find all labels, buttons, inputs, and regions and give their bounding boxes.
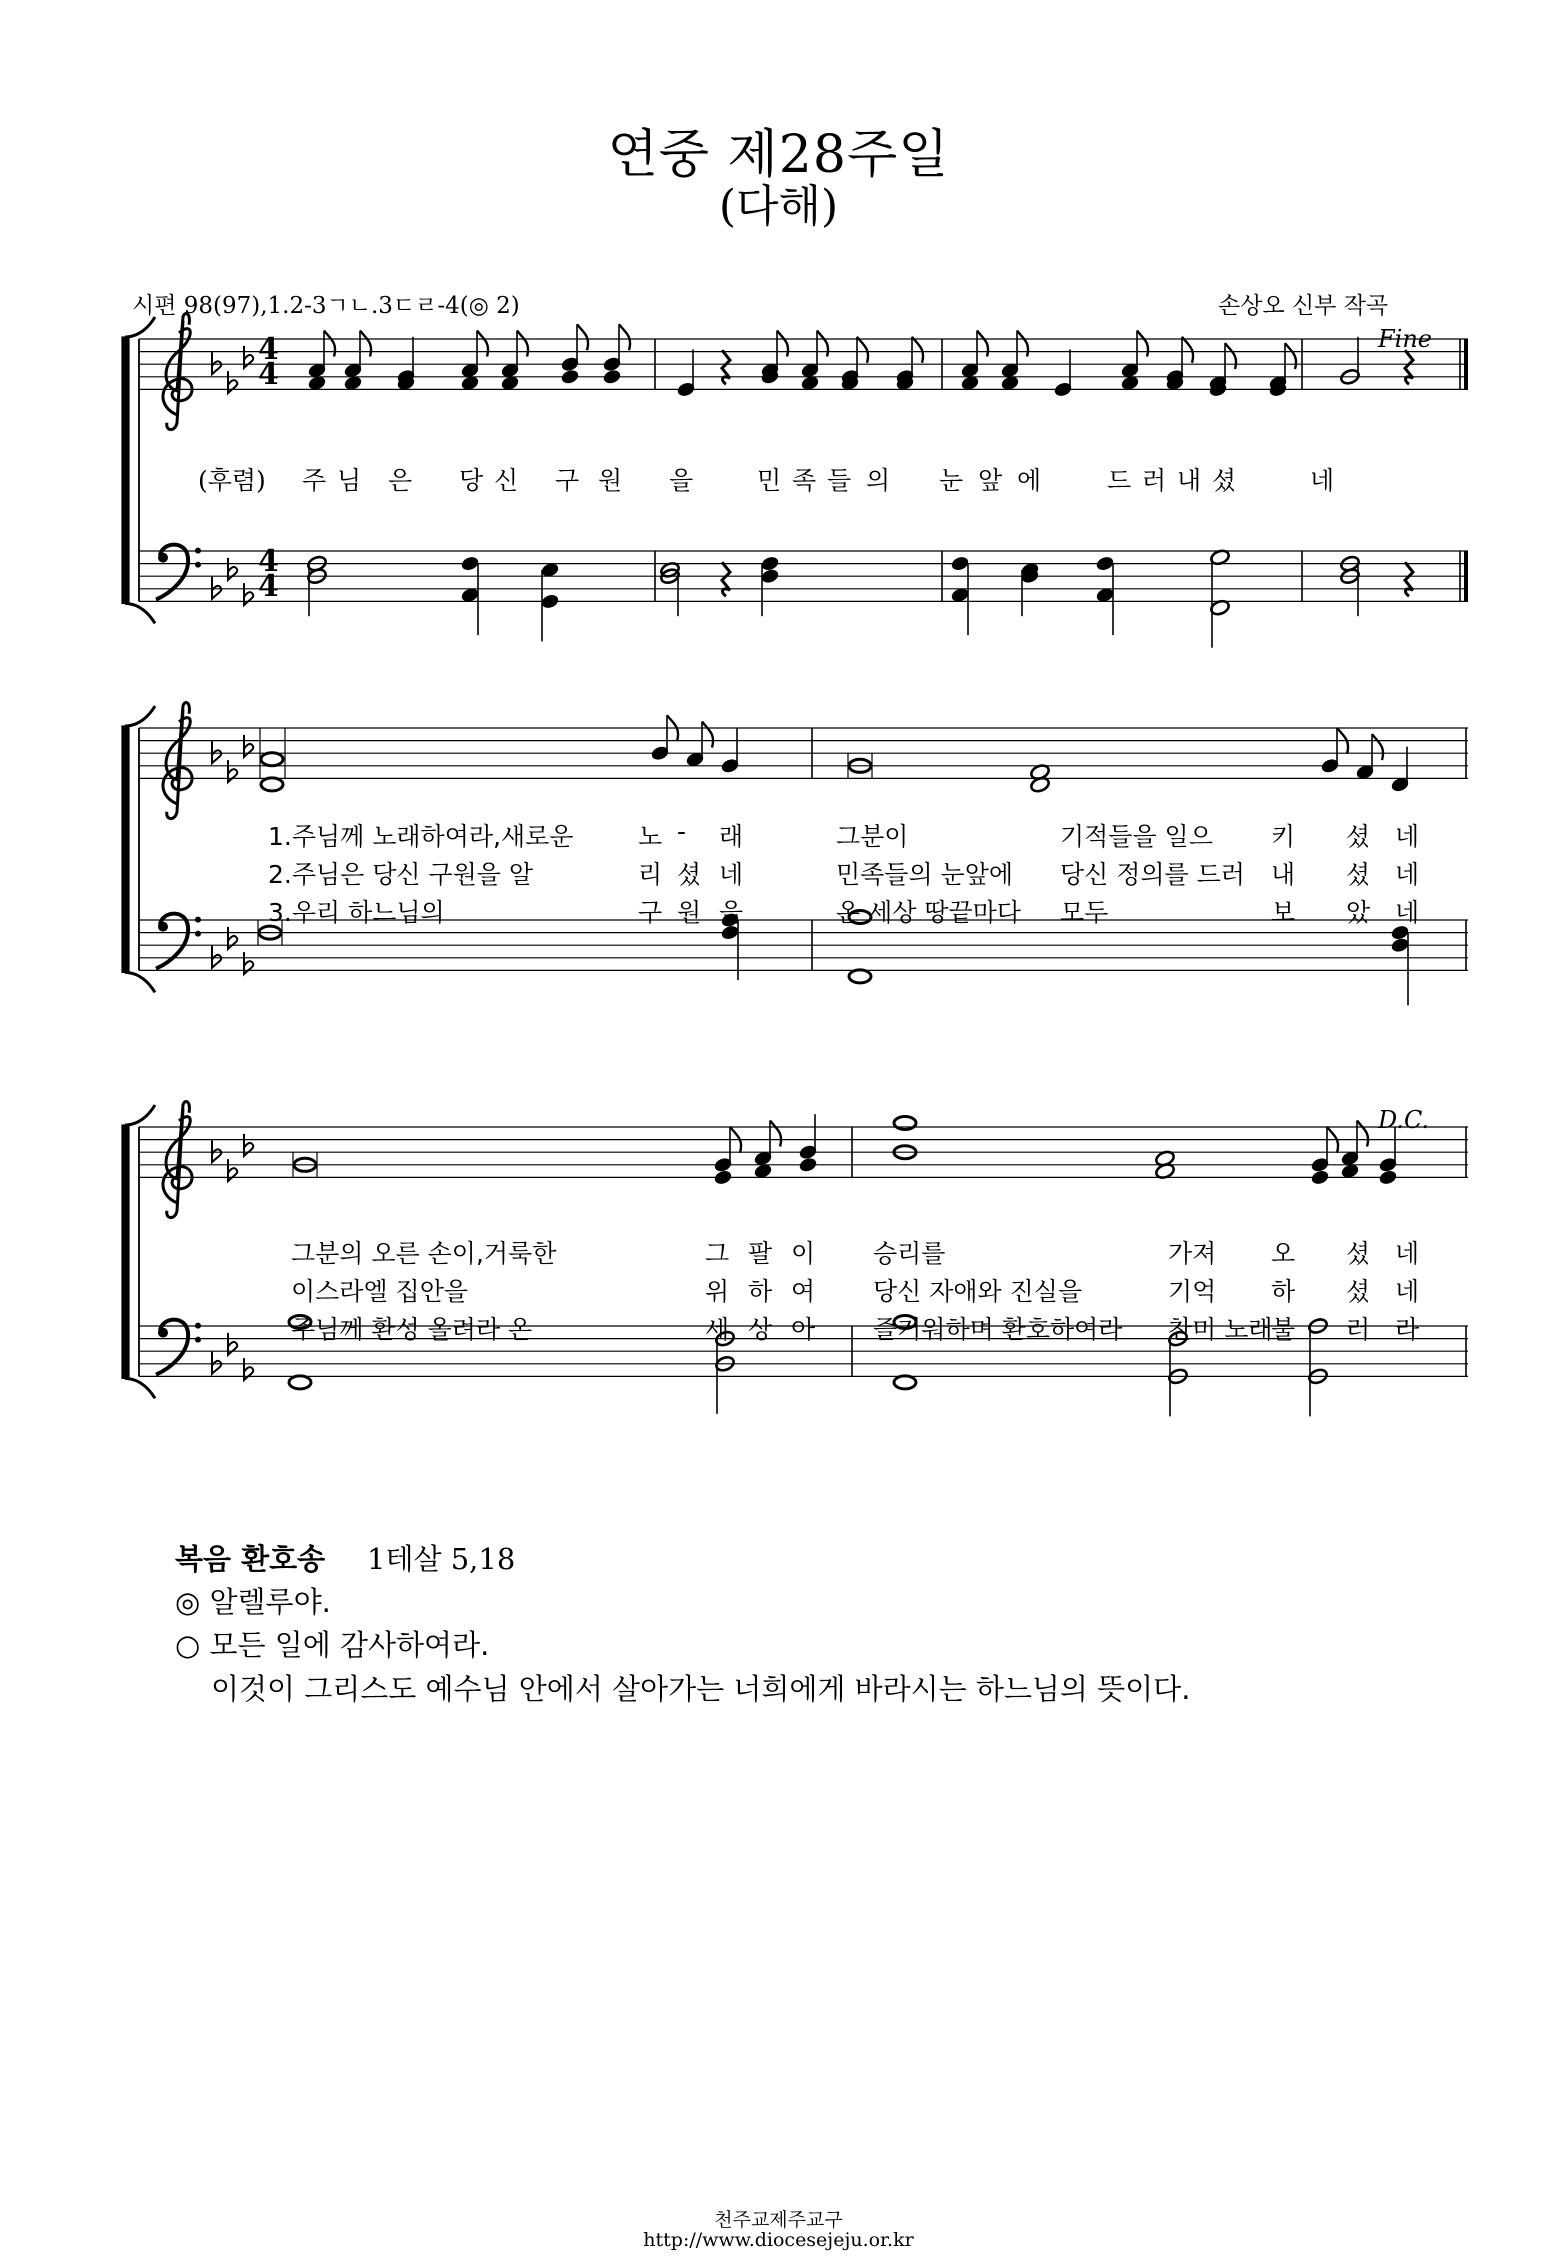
verse-lyric: 여 (791, 1277, 816, 1306)
note-flag (477, 331, 488, 357)
page-subtitle: (다해) (718, 181, 839, 232)
verse-lyric: 이 (791, 1239, 816, 1268)
verse-lyric: 세 (705, 1315, 730, 1344)
verse-lyric: 아 (791, 1315, 816, 1344)
verse-lyric: 보 (1271, 898, 1296, 927)
quarter-rest (1405, 562, 1413, 596)
verse-lyric: 네 (1395, 1239, 1420, 1268)
verse-lyric: 상 (748, 1315, 773, 1344)
verse-lyric: 하 (748, 1277, 773, 1306)
verse-lyric: 리 (638, 860, 663, 889)
verse-lyric: 키 (1271, 822, 1296, 851)
gospel-verse-line-2: 이것이 그리스도 예수님 안에서 살아가는 너희에게 바라시는 하느님의 뜻이다. (211, 1672, 1191, 1706)
time-signature: 4 (258, 569, 279, 604)
whole-note (289, 1376, 311, 1389)
whole-note (849, 970, 871, 983)
verse-lyric: 그분의 오른 손이,거룩한 (291, 1239, 557, 1268)
verse-lyric: 3.우리 하느님의 (268, 898, 445, 927)
verse-lyric: 찬미 노래 (1168, 1315, 1273, 1344)
notehead (1310, 1169, 1330, 1186)
verse-lyric: 네 (1395, 898, 1420, 927)
verse-lyric: 네 (1395, 1277, 1420, 1306)
bracket-cap (125, 317, 155, 337)
refrain-syllable: 내 (1177, 466, 1202, 495)
verse-lyric: 셨 (677, 860, 702, 889)
note-flag (1357, 1121, 1368, 1147)
verse-lyric: 그분이 (836, 822, 909, 851)
verse-lyric: 오 (1271, 1239, 1296, 1268)
footer-url: http://www.diocesejeju.or.kr (643, 2229, 914, 2251)
gospel-verse-line-1: ○ 모든 일에 감사하여라. (175, 1628, 490, 1662)
refrain-label: (후렴) (198, 466, 266, 495)
flat-sign (212, 946, 221, 968)
verse-lyric: 승리를 (873, 1239, 946, 1268)
bass-notehead (760, 555, 780, 572)
bass-clef (156, 914, 201, 969)
note-flag (777, 331, 788, 357)
flat-sign (212, 1352, 221, 1374)
verse-lyric: 셨 (1346, 822, 1371, 851)
gospel-reference: 1테살 5,18 (367, 1542, 516, 1576)
note-flag (577, 324, 588, 350)
refrain-syllable: 의 (866, 466, 891, 495)
verse-lyric: 네 (1395, 860, 1420, 889)
note-flag (324, 331, 335, 357)
verse-lyric: 래 (719, 822, 744, 851)
notehead (602, 368, 622, 385)
refrain-syllable: 원 (598, 466, 623, 495)
bracket-cap (125, 1105, 155, 1125)
note-flag (1182, 337, 1193, 363)
flat-sign (212, 352, 221, 374)
refrain-syllable: 주 (302, 466, 327, 495)
refrain-syllable: 셨 (1212, 466, 1237, 495)
note-flag (360, 331, 371, 357)
bracket-cap (125, 972, 155, 992)
verse-lyric: 그 (705, 1239, 730, 1268)
note-flag (912, 337, 923, 363)
note-flag (702, 722, 713, 748)
refrain-syllable: 을 (669, 466, 694, 495)
bracket-cap (125, 1378, 155, 1398)
verse-lyric: 노 (638, 822, 663, 851)
notehead (713, 1169, 733, 1186)
bass-notehead (1095, 555, 1115, 572)
refrain-syllable: 족 (792, 466, 817, 495)
quarter-rest (722, 562, 730, 596)
notehead (1378, 1169, 1398, 1186)
verse-lyric: 았 (1346, 898, 1371, 927)
bass-clef (156, 1320, 201, 1375)
treble-clef (163, 1102, 192, 1218)
system-bracket (122, 726, 129, 972)
note-flag (1372, 734, 1383, 760)
note-flag (817, 331, 828, 357)
note-flag (770, 1121, 781, 1147)
psalm-reference: 시편 98(97),1.2-3ㄱㄴ.3ㄷㄹ-4(◎ 2) (132, 293, 520, 319)
bass-clef (156, 545, 201, 600)
note-flag (1137, 331, 1148, 357)
refrain-syllable: 러 (1142, 466, 1167, 495)
verse-lyric: 네 (719, 860, 744, 889)
gospel-response: ◎ 알렐루야. (175, 1585, 331, 1619)
verse-lyric: 기억 (1168, 1277, 1217, 1306)
page-title: 연중 제28주일 (607, 125, 950, 185)
verse-lyric: 러 (1346, 1315, 1371, 1344)
verse-lyric: 주님께 환성 올려라 온 (291, 1315, 533, 1344)
verse-lyric: 민족들의 눈앞에 (836, 860, 1013, 889)
verse-lyric: 내 (1271, 860, 1296, 889)
verse-lyric: 라 (1395, 1315, 1420, 1344)
refrain-syllable: 당 (459, 466, 484, 495)
verse-lyric: 위 (705, 1277, 730, 1306)
refrain-syllable: 앞 (978, 466, 1003, 495)
note-flag (619, 324, 630, 350)
verse-lyric: 즐거워하며 환호하여라 (873, 1315, 1123, 1344)
note-flag (1225, 343, 1236, 369)
dc-marking: D.C. (1378, 1106, 1430, 1134)
time-signature: 4 (258, 544, 279, 579)
bracket-cap (125, 603, 155, 623)
verse-lyric: 가져 (1168, 1239, 1217, 1268)
verse-lyric: - (677, 817, 687, 846)
flat-sign (212, 1140, 221, 1162)
refrain-syllable: 눈 (939, 466, 964, 495)
verse-lyric: 이스라엘 집안을 (291, 1277, 468, 1306)
verse-lyric: 불 (1271, 1315, 1296, 1344)
verse-lyric: 셨 (1346, 1239, 1371, 1268)
refrain-syllable: 네 (1310, 466, 1335, 495)
system-bracket (122, 337, 129, 603)
refrain-syllable: 구 (555, 466, 580, 495)
bracket-cap (125, 706, 155, 726)
treble-clef (163, 703, 192, 819)
verse-lyric: 당신 자애와 진실을 (873, 1277, 1083, 1306)
verse-lyric: 팔 (748, 1239, 773, 1268)
verse-lyric: 셨 (1346, 1277, 1371, 1306)
time-signature: 4 (258, 357, 279, 392)
bass-notehead (540, 593, 560, 610)
fine-marking: Fine (1378, 325, 1432, 353)
verse-lyric: 2.주님은 당신 구원을 알 (268, 860, 534, 889)
notehead (798, 1156, 818, 1173)
verse-lyric: 모두 (1060, 898, 1109, 927)
bass-notehead (760, 567, 780, 584)
verse-lyric: 1.주님께 노래하여라,새로운 (268, 822, 574, 851)
refrain-syllable: 민 (757, 466, 782, 495)
flat-sign (212, 577, 221, 599)
whole-note (894, 1376, 916, 1389)
verse-lyric: 당신 정의를 드러 (1060, 860, 1245, 889)
refrain-syllable: 들 (827, 466, 852, 495)
time-signature: 4 (258, 332, 279, 367)
verse-lyric: 을 (719, 898, 744, 927)
verse-lyric: 구 (638, 898, 663, 927)
quarter-rest (1405, 350, 1413, 384)
note-flag (977, 331, 988, 357)
notehead (1390, 936, 1410, 953)
system-bracket (122, 1125, 129, 1378)
quarter-rest (722, 350, 730, 384)
gospel-heading: 복음 환호송 (175, 1542, 326, 1576)
refrain-syllable: 신 (494, 466, 519, 495)
verse-lyric: 셨 (1346, 860, 1371, 889)
note-flag (1017, 331, 1028, 357)
verse-lyric: 온 세상 땅끝마다 (836, 898, 1021, 927)
footer-org: 천주교제주교구 (714, 2209, 843, 2231)
refrain-syllable: 에 (1017, 466, 1042, 495)
refrain-syllable: 님 (337, 466, 362, 495)
bass-notehead (950, 555, 970, 572)
composer-credit: 손상오 신부 작곡 (1218, 293, 1389, 319)
whole-note (261, 753, 283, 766)
flat-sign (212, 741, 221, 763)
refrain-syllable: 드 (1107, 466, 1132, 495)
note-flag (517, 331, 528, 357)
notehead (560, 368, 580, 385)
note-flag (857, 337, 868, 363)
verse-lyric: 하 (1271, 1277, 1296, 1306)
verse-lyric: 기적들을 일으 (1060, 822, 1213, 851)
treble-clef (163, 314, 192, 430)
whole-note (261, 778, 283, 791)
bass-notehead (460, 555, 480, 572)
note-flag (1285, 343, 1296, 369)
verse-lyric: 네 (1395, 822, 1420, 851)
refrain-syllable: 은 (388, 466, 413, 495)
verse-lyric: 원 (677, 898, 702, 927)
